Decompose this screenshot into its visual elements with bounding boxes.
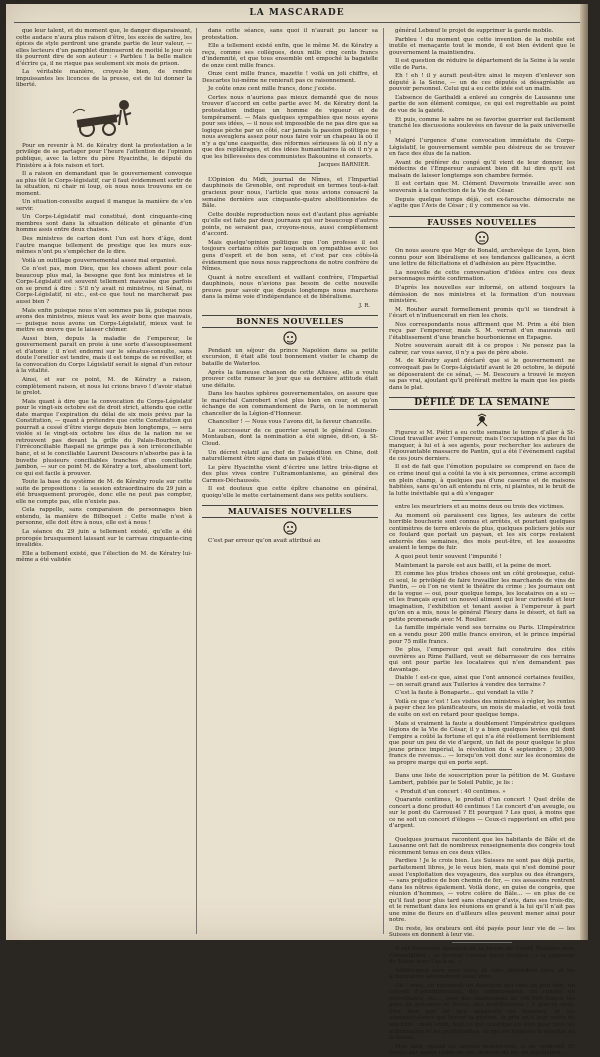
news-item: D’après les nouvelles sur informé, on attend toujours la démission de nos ministres et la formation d’un nouveau ministère.	[389, 284, 575, 305]
column-divider	[196, 28, 197, 934]
newspaper-page	[6, 4, 588, 1057]
paragraph: De plus, l’empereur qui avait fait construire des cités ouvrières au Rime Faillard, veut se débarrasser de ces terrains qui ont pour partie les locataires qui n’en demandent pas davantage.	[389, 647, 575, 673]
paragraph: Eh ! eh ! il y aurait peut-être ainsi le moyen d’enlever son député à la Seine, — un de ces députés si désagréable au pouvoir personnel. Celui qui a eu cette idée est un malin.	[389, 73, 575, 93]
news-item: Le père Hyacinthe vient d’écrire une lettre très-digne et des plus vives contre l’ultramontanisme, au général des Carmes-Déchaussés.	[202, 464, 378, 484]
paragraph: « Produit d’un concert : 40 centimes. »	[395, 788, 506, 795]
section-title-mauvaises-nouvelles: MAUVAISES NOUVELLES	[202, 505, 378, 518]
paragraph: La famille impériale vend ses terrains ou Paris. L’Impératrice en a vendu pour 200 mille francs environ, et le prince impérial pour 75 mille francs.	[389, 625, 575, 645]
news-item: M. Rouher aurait formellement promis qu’il se tiendrait à l’écart et n’influencerait en rien les choix.	[389, 306, 575, 320]
news-item: Il est douteux que cette épître chanoine en général, quoiqu’elle le mette certainement dans ses petits souliers.	[202, 486, 378, 499]
paragraph: Cette double reproduction nous est d’autant plus agréable qu’elle est faite par deux journaux qui sur beaucoup d’autres points, ne seraient pas, croyons-nous, aussi complètement d’accord.	[202, 211, 378, 238]
news-item: Après la fameuse chanson de cette Altesse, elle a voulu prouver cette rumeur le jour que sa dernière attitude était une défaite.	[202, 369, 378, 389]
paragraph: Il est question de réduire le département de la Seine à la seule ville de Paris.	[389, 58, 575, 71]
section-title-defile-de-la-semaine: DÉFILÉ DE LA SEMAINE	[389, 397, 575, 410]
paragraph: dans cette séance, sans quoi il n’aurait pu lancer sa protestation.	[202, 28, 378, 41]
paragraph: Pour en revenir à M. de Kératry dont la protestation a le privilège de se partager pour l’heure l’attention de l’opinion publique, avec la lettre du père Hyacinthe, le député du Finistère a à fois raison et tort.	[16, 142, 192, 169]
news-item: Notre souverain aurait dit à ce propos : Ne pensez pas la cabrer, car vous savez, il n’y a pas de père aboie.	[389, 343, 575, 356]
section-title-fausses-nouvelles: FAUSSES NOUVELLES	[389, 216, 575, 229]
paragraph: que leur talent, et du moment que, le danger disparaissant, cette audace n’aura plus raison d’être, les excès de satire, les épices de style perdront une grande partie de leur valeur, — elles lecteurs d’un pamphlet diminueront de moitié le jour où ils pourront dire de son auteur : « Parbleu ! la belle malice d’écrire ça, il ne risque pas seulement six mois de prison.	[16, 28, 192, 67]
column-2	[202, 28, 378, 934]
news-item: Pendant un séjour du prince Napoléon dans sa petite excursion, il était allé tout bonnement visiter le champ de bataille de Waterloo.	[202, 347, 378, 367]
paragraph: Dans une liste de souscription pour la pétition de M. Gustave Lambert, publiée par le Soleil Public, je lis :	[389, 773, 575, 786]
paragraph: Depuis quelque temps déjà, cet ex-farouche démocrate ne s’agite que l’Avis de César ; il y commence sa vie.	[389, 196, 575, 210]
news-item: Figurez si M. Piétri a eu cette semaine le temps d’aller à St-Cloud travailler avec l’empereur, mais l’occupation n’a pas du lui manquer, à lui et à ses agents, pour rechercher les auteurs de l’épouvantable massacre de Pantin, qui a été l’événement capital de ces jours derniers.	[389, 429, 575, 462]
news-item: Un décret relatif au chef de l’expédition en Chine, doit naturellement être signé dans un palais d’été.	[202, 449, 378, 463]
news-item: Le successeur de ce guerrier serait le général Cousin-Montauban, dont la nomination a été signée, dit-on, à St-Cloud.	[202, 427, 378, 447]
section-mask-icon	[202, 521, 378, 535]
news-item: Il est de fait que l’émotion populaire se comprend en face de ce crime inouï qui a coûté la vie à six personnes, crime accompli en plein champ, à quelques pas d’une caserne et de maisons habitées, sans qu’on ait entendu ni cris, ni plaintes, ni le bruit de la lutte inévitable qui a dû s’engager	[389, 464, 575, 497]
separator-rule	[260, 173, 320, 174]
paragraph: Diable ! est-ce que, ainsi que l’ont annoncé certaines feuilles, — on serait grand aux Tuileries à vendre des terrains ?	[389, 675, 575, 688]
news-item: Chancelier ! — Nous vous l’avons dit, la faveur chancelle.	[208, 419, 372, 426]
paragraph: Pardieu ! Je le crois bien. Les Suisses ne sont pas déjà partis, parfaitement libres, je le veux bien, mais qui n’est dominé pour aussi l’exploitation des voyageurs, des surplus ou des étrangers, — sans préjudice de bon chemin de fer, — ces assassins rentrent dans les nôtres également. Voilà donc, en guise de congrès, que réunion d’hommes, — votre colère de Bâle... — en plus de ce qu’il faut pour plus tard sans changer d’avis, dans ses trois-dix, et le remettant dans les réunions en grand à la lui qu’il n’ait pas une mine de fleurs en d’ailleurs elles peuvent mener ainsi pour notre.	[389, 858, 575, 924]
separator-rule	[452, 500, 512, 501]
caricature-illustration	[16, 93, 192, 139]
column-3	[389, 28, 575, 1057]
paragraph: La véritable manière, croyez-le bien, de rendre impuissantes les licences de la presse, est de lui donner la liberté.	[16, 69, 192, 89]
paragraph: Il est certain que M. Clément Duvernois travaille avec son souverain à la confection de la Vie de César.	[389, 181, 575, 195]
paragraph: Avant de préférer du congé qu’il vient de leur donner, les médecins de l’Empereur auraient bien dit lui dire qu’il est malsain de laisser longtemps son chambre fermée.	[389, 159, 575, 179]
mask-icon	[474, 231, 490, 245]
paragraph: Du reste, les orateurs ont été payés pour leur vie de — les Suisses en donnent à leur vie.	[389, 925, 575, 939]
masthead-title: LA MASCARADE	[249, 8, 345, 18]
section-title-bonnes-nouvelles: BONNES NOUVELLES	[202, 315, 378, 328]
mask-icon	[282, 521, 298, 535]
paragraph: général Lebœuf le projet de supprimer la garde mobile.	[395, 28, 554, 34]
paragraph: C’est la faute à Bonaparte... qui vendait la ville ?	[395, 690, 534, 697]
separator-rule	[452, 833, 512, 834]
section-mask-icon	[389, 231, 575, 245]
paragraph: Mais enfin puisque nous n’en sommes pas là, puisque nous avons des ministres, mieux vaut les avoir bons que mauvais, — puisque nous avons un Corps-Législatif, mieux vaut le mettre en œuvre que le laisser chômer.	[16, 307, 192, 334]
paragraph: Cela rappelle, sans comparaison de personnages bien entendu, la manière de Bilboquet : Cette malle n’est à personne, elle doit être à nous, elle est à nous !	[16, 507, 192, 527]
paragraph: L’absence de Garibaldi a enlevé au congrès de Lausanne une partie de son élément comique, ce qui est regrettable au point de vue de la gaieté.	[389, 94, 575, 115]
paragraph: Quarante centimes, le produit d’un concert ! Quel drôle de concert a donc produit 40 centimes ! Le concert d’un aveugle, ou sur le pont du Carrousel ? Et pourquoi ? Les quoi, à moins que ce ne soit un concert d’éloges — Ceux-ci rapportent en effet peu d’argent.	[389, 797, 575, 830]
news-item: C’est par erreur qu’on avait attribué au	[208, 537, 321, 544]
paragraph: Il est fortement question de la fusion du Crédit Mobilier avec l’immobilière ; ce dernier, comme dirait Guignol : « la jugement de Moïse avec l’os-à-os. »	[389, 945, 575, 966]
paragraph: L’Opinion du Midi, journal de Nîmes, et l’Impartial dauphinois de Grenoble, ont reproduit en termes tout-à-fait gracieux pour nous, l’article que nous avions consacré la semaine dernière aux cinquante-quatre abolitionnistes de Bâle.	[202, 176, 378, 210]
binding-edge	[580, 4, 588, 940]
paragraph: Je coûte onze cent mille francs, donc j’existe.	[208, 86, 337, 93]
paragraph: Voilà un outillage gouvernemental assez mal organisé.	[22, 257, 177, 264]
paragraph: Quant à notre excellent et vaillant confrère, l’Impartial dauphinois, nous n’avions pas besoin de cette nouvelle preuve pour savoir que depuis longtemps nous marchons dans la même voie d’indépendance et de libéralisme.	[202, 274, 378, 301]
paragraph: Et comme les plus tristes choses ont un côté grotesque, celui-ci seul, le privilégié de faire travailler les marchands de vins de Pantin, — où l’on ne vient le théâtre du crime ; les journaux ont de la vogue — oui, pour quelque temps, les locataires on a su — et les français ayant un nouvel aliment qui leur curiosité et leur imagination, l’exhibition et tenant assise à l’empereur à part qu’on en a mis, nous le général Fleury dans le désert, et fait sa petite promenade avec M. Roulier.	[389, 571, 575, 623]
news-item: La nouvelle de cette conversation d’idées entre ces deux personnages mérite confirmation.	[389, 269, 575, 283]
paragraph: Certes nous n’aurions pas mieux demandé que de nous trouver d’accord en cette partie avec M. de Kératry dont la protestation indique un homme de vigueur et de tempérament. — Mais quelques sympathies que nous ayons pour ses idées, — il nous est impossible de ne pas dire que sa logique pèche par un côté, car jamais la passion politique ne nous aveuglera assez pour nous faire voir un chapeau là où il n’y a qu’une casquette, des réformes sérieuses là où il n’y a que des replâtrages, et des idées humanitaires là où il n’y a que les billevesées des communistes Bakounine et consorts.	[202, 94, 378, 160]
separator-rule	[452, 769, 512, 770]
paragraph: Onze cent mille francs, mazette ! voilà un joli chiffre, et Descartes lui-même ne renierait pas ce raisonnement.	[202, 71, 378, 84]
paragraph: Toute la base du système de M. de Kératry roule sur cette suite de propositions : la session extraordinaire du 29 juin a été brusquement prorogée, donc elle ne peut pas compter, elle ne compte pas, elle n’existe pas.	[16, 479, 192, 505]
column-divider	[383, 28, 384, 934]
news-item: M. de Kératry ayant déclaré que si le gouvernement ne convoquait pas le Corps-Législatif avant le 26 octobre, le député se déposeraient de ce sénat, — M. Descours a trouvé le moyen sa pas vrai, ajoutant qu’il préférait mettre la main que les pieds dans le plat.	[389, 358, 575, 391]
paragraph: La séance du 29 juin a tellement existé, qu’elle a été prorogée brusquement laissant sur le carreau cinquante-cinq invalidés.	[16, 529, 192, 549]
news-item: Dans les hautes sphères gouvernementales, on assure que le maréchal Canrobert n’est plus bien en cour, et qu’on échange de son commandement de Paris, on le nommerait chancelier de la Légion-d’Honneur.	[202, 391, 378, 417]
paragraph: Ce n’est pas, mon Dieu, que les choses allent pour cela beaucoup plus mal, la besogne que font les ministres et le Corps-Législatif est souvent tellement mauvaise que parfois on se prend à dire : S’il n’y avait ni ministres, ni Sénat, ni Corps-Législatif, ni etc., est-ce que tout ne marcherait pas aussi bien ?	[16, 266, 192, 305]
section-jester-icon	[389, 413, 575, 427]
paragraph: Oh ! mais, on reconnaît un directeur qui vaut un peu dire, un conseil d’administration, des commissaires, un conseil de surveillance, etc..., avec des émoluments de 100,000 francs, les gens de présence et frères, des gratifications ; il pourra peut-être bien par un peu appauvrir les hommes, et les administrateurs qui livrent la gestion, le prix qu’il leur coûte de son titre ; mais enfin, tout ce qui constitue en zéro pour tous les actionnaires et les portefeuilles, ce qui est toujours le résultat de la fusion.	[389, 982, 575, 1042]
mask-icon	[282, 331, 298, 345]
paragraph: Et puis, comme le sabre ne se favorise guerrier eut facilement tranché les discussions soulevées en faveur de la paix universelle !	[389, 116, 575, 136]
news-item: Nos correspondants nous affirment que M. Prim a été bien reçu par l’empereur, mais S. M. verrait d’un mauvais œil l’établissement d’une branche bourbonienne en Espagne.	[389, 321, 575, 341]
paragraph: Mais si vraiment la faute a doublement l’impératrice quelques légions de la Vie de César, il y a bien quelques levées qui dont l’empire a coûté la fortune et qui n’a été réellement terriblement que pour un peu de vie d’argent, un fait de pour quelque le plus jeune prince impérial, la révolution du 4 septembre ; 35,000 francs de revenus... — lorsqu’on voit donc sur les économies de sa propre marge qui en porte sept.	[389, 720, 575, 766]
paragraph: Elle a tellement existé enfin, que le même M. de Kératry a reçu, comme ses collègues, deux mille cinq cents francs d’indemnité, et que tous ensemble ont empoché la bagatelle de onze cent mille francs.	[202, 43, 378, 69]
paragraph: Quelques journaux racontent que les habitants de Bâle et de Lausanne ont fait de nombreux renseignements des congrès tout récemment tenus en ces deux villes.	[389, 836, 575, 856]
column-1	[16, 28, 192, 934]
paragraph: Maintenant la parole est aux bailli, et la peine de mort.	[395, 562, 552, 569]
paragraph: Malgré l’urgence d’une convocation immédiate du Corps-Législatif, le gouvernement semble peu désireux de se trouver en face des élus de la nation.	[389, 138, 575, 158]
paragraph: Plus tard, quand les années montreront, si on vendront 50 francs par année celles de ces chemins de fer, en liquidation...	[389, 1043, 575, 1057]
paragraph: Mais quant à dire que la convocation du Corps-Législatif pour le vingt-six octobre est de droit strict, attendu que cette date marque l’expiration du délai de six mois prévu par la Constitution, — quant à prétendre que cette Constitution qui pourrait a cessé d’être vierge depuis bien longtemps, — sera violée si le vingt-six octobre les élus de la nation ne se retrouvent pas devant la grille du Palais-Bourbon, si l’irréconciliable Raspail ne grimpe pas à son irréconciliable banc, et si le conciliable Laurent Descours n’absorbe pas à la buvette plusieurs conciliables tranches d’un conciliable jambon, — sur ce point M. de Kératry a tort, absolument tort, ce qui est facile à prouver.	[16, 398, 192, 477]
separator-rule	[452, 942, 512, 943]
paragraph: Aussi bien, depuis la maladie de l’empereur, le gouvernement paraît en proie à une sorte d’assoupissement et d’atonie ; il n’est endormi sur le sénatus-consulte, sans doute l’oreiller est tendre, mais il est temps de se réveiller, et la convocation du Corps Législatif serait le signal d’un retour à la vitalité.	[16, 335, 192, 375]
author-signature: J. R.	[359, 302, 370, 309]
paragraph: Voilà ce que c’est ! Les visites des ministres à régler, les rentes à payer chez les planificateurs, un mois de maladie, et voilà tout de suite on est en retard pour quelque temps.	[389, 698, 575, 719]
news-item: On nous assure que Mgr de Bonald, archevêque de Lyon, bien connu pour son libéralisme et ses tendances gallicanes, a écrit une lettre de félicitations et d’adhésion au père Hyacinthe.	[389, 248, 575, 268]
paragraph: Au moment où paraissent ces lignes, les auteurs de cette horrible boucherie sont connus et arrêtés, et pourtant quelques centimètres de terre enlevés de plus, quelques policiers jetés sur ce foulard que portait un paysan, et les six corps restaient enterrés des semaines, des mois peut-être, et les assassins avaient le temps de fuir.	[389, 512, 575, 552]
masthead	[6, 4, 588, 26]
paragraph: Un Corps-Législatif mal constitué, dont cinquante-cinq membres sont dans la situation délicate et gênante d’un homme assis entre deux chaises.	[16, 214, 192, 234]
paragraph: Il a raison en demandant que le gouvernement convoque au plus tôt le Corps-législatif, car il faut évidemment sortir de la situation, ni chair ni loup, où nous nous trouvons en ce moment.	[16, 171, 192, 197]
paragraph: Ainsi, et sur ce point, M. de Kératry a raison, complètement raison, et nous lui crions bravo ! d’avoir statué le grelot.	[16, 376, 192, 397]
author-signature: Jacques BARNIER.	[318, 162, 370, 169]
paragraph: Des ministres de carton dont l’un est hors d’âge, dont l’autre manque tellement de prestige que les murs eux-mêmes n’ont pu s’empêcher de le dire.	[16, 236, 192, 256]
cannon-figure-icon	[69, 93, 139, 139]
paragraph: Parbleu ! du moment que cette invention de la mobile est inutile et menaçante tout le monde, il est bien évident que le gouvernement la maintiendra.	[389, 36, 575, 56]
jester-icon	[474, 413, 490, 427]
masthead-rule	[14, 22, 580, 23]
paragraph: Un situation-consulte auquel il manque la manière de s’en servir.	[16, 199, 192, 212]
paragraph: A quoi peut tenir souvent l’impunité !	[395, 554, 502, 560]
paragraph: entre les meurtriers et au moins deux ou trois des victimes.	[395, 504, 565, 511]
section-mask-icon	[202, 331, 378, 345]
paragraph: Mais quelqu’opinion politique que l’on professe il est toujours certains côtés par lesquels on sympathise avec les gens d’esprit et de bon sens, et c’est par ces côtés-là évidemment que nous nous rapprochons de notre confrère de Nîmes.	[202, 239, 378, 273]
paragraph: Additionnez zéro avec zéro, et vous obtiendrez zéro, et les actionnaires adviendront aussi zéro.	[389, 967, 575, 981]
paragraph: Elle a tellement existé, que l’élection de M. de Kératry lui-même a été validée	[16, 550, 192, 564]
